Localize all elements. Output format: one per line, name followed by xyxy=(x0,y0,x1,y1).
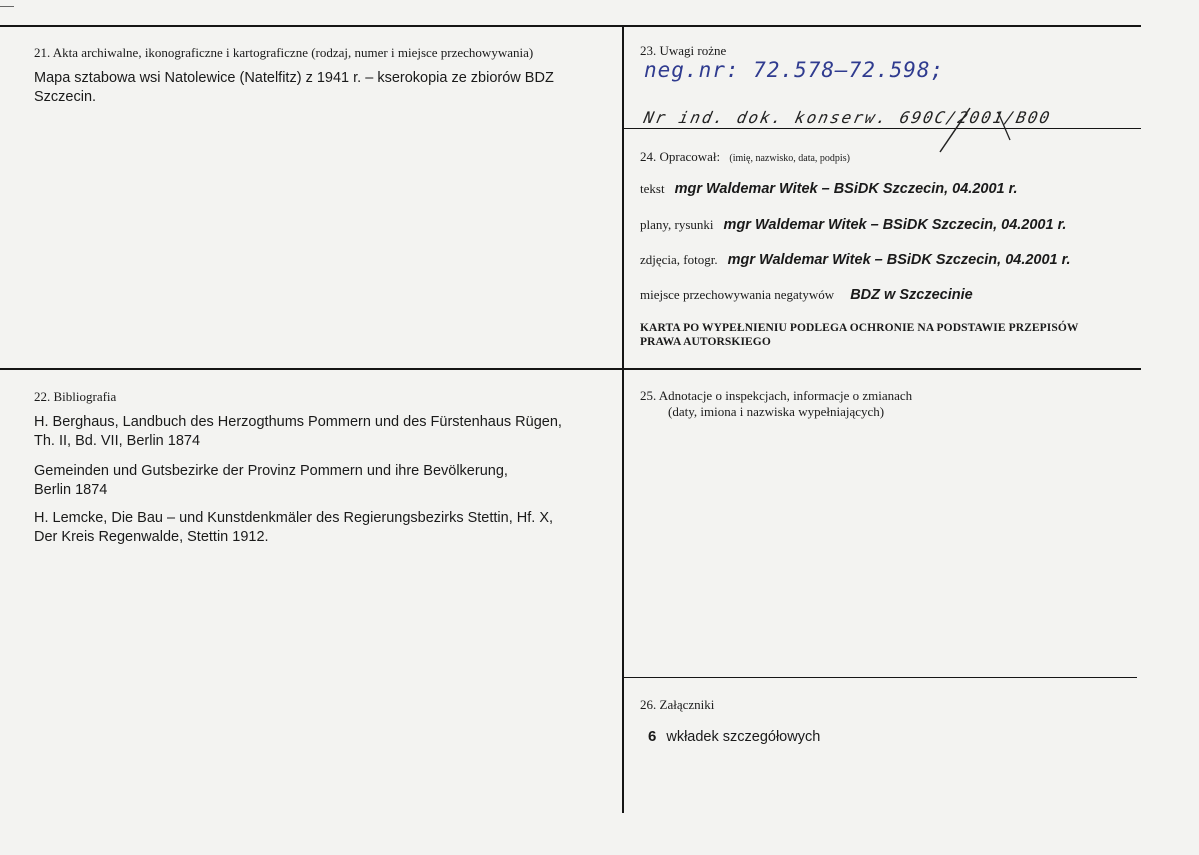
bibliography-entry-2-line2: Berlin 1874 xyxy=(34,482,108,498)
tekst-value: mgr Waldemar Witek – BSiDK Szczecin, 04.2001 r. xyxy=(674,181,1018,197)
section-21-label: 21. Akta archiwalne, ikonograficzne i kartograficzne (rodzaj, numer i miejsce przechowywania) xyxy=(34,45,534,60)
scan-edge-mark xyxy=(0,6,14,7)
section-25-26-divider xyxy=(624,677,1137,678)
handwritten-slash-stroke xyxy=(930,100,1030,160)
section-23-label: 23. Uwagi rożne xyxy=(640,43,727,58)
zdjecia-label: zdjęcia, fotogr. xyxy=(640,252,718,267)
plany-label: plany, rysunki xyxy=(640,217,714,232)
bibliography-entry-2-line1: Gemeinden und Gutsbezirke der Provinz Pommern und ihre Bevölkerung, xyxy=(34,463,508,479)
zdjecia-value: mgr Waldemar Witek – BSiDK Szczecin, 04.2001 r. xyxy=(727,252,1071,268)
bibliography-entry-3-line2: Der Kreis Regenwalde, Stettin 1912. xyxy=(34,529,269,545)
section-24-label xyxy=(640,149,850,165)
section-21-text-line1: Mapa sztabowa wsi Natolewice (Natelfitz) z 1941 r. – kserokopia ze zbiorów BDZ xyxy=(34,70,554,86)
handwritten-document-number: Nr ind. dok. konserw. 690C/2001/B00 xyxy=(641,108,1054,127)
section-26-label: 26. Załączniki xyxy=(640,697,715,712)
row-divider xyxy=(0,368,1141,370)
section-25-label: 25. Adnotacje o inspekcjach, informacje o zmianach xyxy=(640,388,913,403)
miejsce-label: miejsce przechowywania negatywów xyxy=(640,287,835,302)
section-21-text-line2: Szczecin. xyxy=(34,89,97,105)
copyright-notice-line1: KARTA PO WYPEŁNIENIU PODLEGA OCHRONIE NA PODSTAWIE PRZEPISÓW xyxy=(640,322,1079,334)
attachments-row xyxy=(648,728,820,746)
section-24-label-main: 24. Opracował: xyxy=(640,149,721,164)
section-23-24-divider xyxy=(624,128,1141,129)
section-22-label: 22. Bibliografia xyxy=(34,389,117,404)
attachments-text: wkładek szczegółowych xyxy=(666,729,821,745)
miejsce-value: BDZ w Szczecinie xyxy=(850,287,973,303)
top-rule xyxy=(0,25,1141,27)
attachments-count: 6 xyxy=(648,728,657,745)
tekst-row xyxy=(640,180,1017,198)
miejsce-row xyxy=(640,286,973,304)
bibliography-entry-3-line1: H. Lemcke, Die Bau – und Kunstdenkmäler des Regierungsbezirks Stettin, Hf. X, xyxy=(34,510,554,526)
plany-row xyxy=(640,216,1066,234)
handwritten-negative-numbers: neg.nr: 72.578–72.598; xyxy=(644,58,945,82)
section-25-sublabel: (daty, imiona i nazwiska wypełniających) xyxy=(668,404,885,419)
column-divider xyxy=(622,25,624,813)
section-24-label-hint: (imię, nazwisko, data, podpis) xyxy=(729,153,850,164)
zdjecia-row xyxy=(640,251,1071,269)
tekst-label: tekst xyxy=(640,181,665,196)
plany-value: mgr Waldemar Witek – BSiDK Szczecin, 04.2001 r. xyxy=(723,217,1067,233)
bibliography-entry-1-line1: H. Berghaus, Landbuch des Herzogthums Pommern und des Fürstenhaus Rügen, xyxy=(34,414,562,430)
copyright-notice-line2: PRAWA AUTORSKIEGO xyxy=(640,336,771,348)
bibliography-entry-1-line2: Th. II, Bd. VII, Berlin 1874 xyxy=(34,433,201,449)
